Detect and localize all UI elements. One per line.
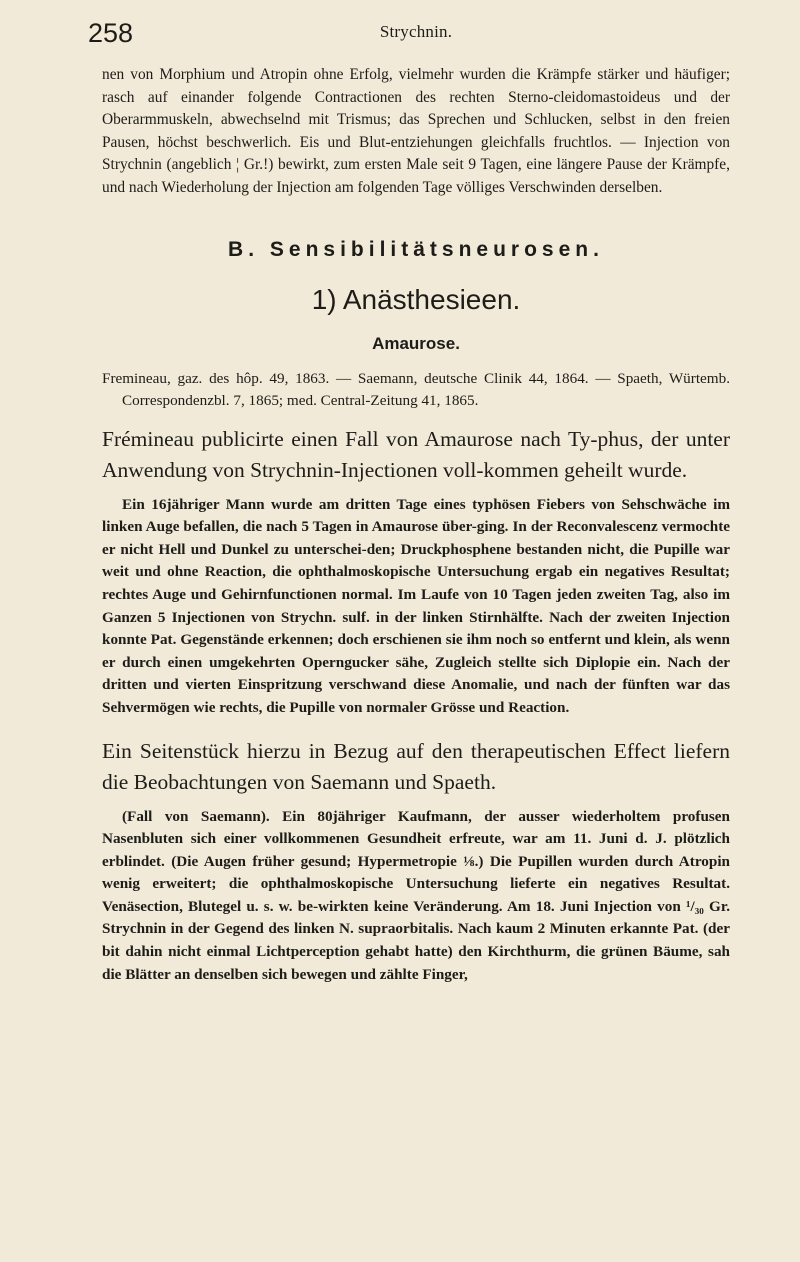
paragraph-continuation: nen von Morphium und Atropin ohne Erfolg, vielmehr wurden die Krämpfe stärker und häufiger; rasch auf einander folgende Contractionen des rechten Sterno-cleidomastoideus und der Oberarmmuskeln, abwechselnd mit Trismus; das Sprechen und Schlucken, selbst in den freien Pausen, höchst beschwerlich. Eis und Blut-entziehungen gleichfalls fruchtlos. — Injection von Strychnin (angeblich ¦ Gr.!) bewirkt, zum ersten Male seit 9 Tagen, eine längere Pause der Krämpfe, und nach Wiederholung der Injection am folgenden Tage völliges Verschwinden derselben. <box>102 66 730 196</box>
sub-heading: 1) Anästhesieen. <box>311 283 521 315</box>
lead-paragraph-saemann-spaeth: Ein Seitenstück hierzu in Bezug auf den therapeutischen Effect liefern die Beobachtungen von Saemann und Spaeth. <box>102 738 730 794</box>
lead-paragraph-fremineau: Frémineau publicirte einen Fall von Amaurose nach Ty-phus, der unter Anwendung von Strychnin-Injectionen voll-kommen geheilt wurde. <box>102 426 730 482</box>
case-paragraph-fremineau: Ein 16jähriger Mann wurde am dritten Tage eines typhösen Fiebers von Sehschwäche im linken Auge befallen, die nach 5 Tagen in Amaurose über-ging. In der Reconvalescenz vermochte er nicht Hell und Dunkel zu unterschei-den; Druckphosphene bestanden nicht, die Pupille war weit und ohne Reaction, die ophthalmoskopische Untersuchung ergab ein negatives Resultat; rechtes Auge und Gehirnfunctionen normal. Im Laufe von 10 Tagen jeden zweiten Tag, also im Ganzen 5 Injectionen von Strychn. sulf. in der linken Stirnhälfte. Nach der zweiten Injection konnte Pat. Gegenstände erkennen; doch erschienen sie ihm noch so entfernt und klein, als wenn er durch einen umgekehrten Operngucker sähe, Zugleich stellte sich Diplopie ein. Nach der dritten und vierten Einspritzung verschwand diese Anomalie, und nach der fünften war das Sehvermögen wie rechts, die Pupille von normaler Grösse und Reaction. <box>102 495 730 716</box>
section-heading: B. Sensibilitätsneurosen. <box>228 237 604 261</box>
page-header <box>88 18 730 64</box>
page-number: 258 <box>88 18 134 48</box>
running-head: Strychnin. <box>379 22 453 41</box>
case-paragraph-saemann: (Fall von Saemann). Ein 80jähriger Kaufmann, der ausser wiederholtem profusen Nasenbluten sich einer vollkommenen Gesundheit erfreute, war am 11. Juni d. J. plötzlich erblindet. (Die Augen früher gesund; Hypermetropie ⅛.) Die Pupillen wurden durch Atropin wenig erweitert; die ophthalmoskopische Untersuchung lieferte ein negatives Resultat. Venäsection, Blutegel u. s. w. be-wirkten keine Veränderung. Am 18. Juni Injection von ¹/₃₀ Gr. Strychnin in der Gegend des linken N. supraorbitalis. Nach kaum 2 Minuten erkannte Pat. (der bit dahin nicht einmal Lichtperception gehabt hatte) den Kirchthurm, die grünen Bäume, sah die Blätter an denselben sich bewegen und zählte Finger, <box>102 807 730 983</box>
references: Fremineau, gaz. des hôp. 49, 1863. — Saemann, deutsche Clinik 44, 1864. — Spaeth, Würtemb. Correspondenzbl. 7, 1865; med. Central-Zeitung 41, 1865. <box>102 369 730 409</box>
topic-heading: Amaurose. <box>372 333 460 353</box>
